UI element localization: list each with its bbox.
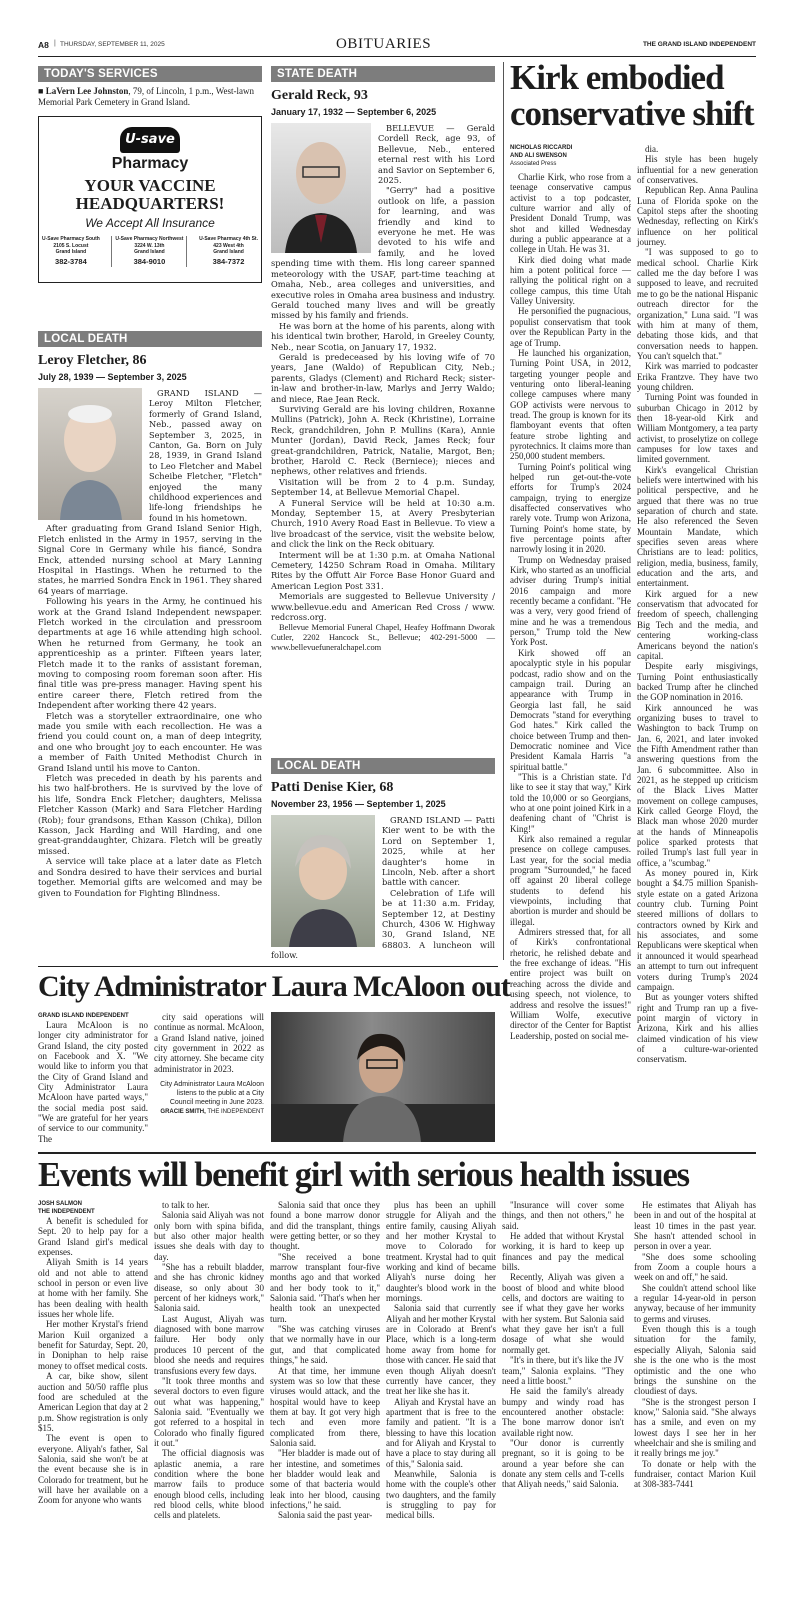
reck-paragraph: Surviving Gerald are his loving children, Roxanne Mullins (Patrick), John A. Reck (Khristine), Lorraine Reck, grandchildren, John P. Mullins (Kara), Annie Munter (Jordan), David Reck, James Reck; four great-grandchildren, Patrick, Natalie, Margot, Ben; brother, Harold C. Reck (Berniece); nieces and nephews, other relatives and friends.: [271, 403, 495, 477]
store-phone: 382-3784: [55, 256, 87, 266]
mcaloon-headline: City Administrator Laura McAloon out: [38, 970, 510, 1003]
reck-paragraph: BELLEVUE — Gerald Cordell Reck, age 93, of Bellevue, Neb., entered eternal rest with his Lord and Savior on September 6, 2025.: [378, 123, 495, 186]
kirk-column-1: Charlie Kirk, who rose from a teenage conservative campus activist to a top podcaster, culture warrior and ally of President Donald Trump, was shot and killed Wednesday during a public appearance at a college in Utah. He was 31. Kirk died doing what made him a potent political force — rallying the political right on a college campus, this time Utah Valley University. He personified the pugnacious, populist conservatism that took over the Republican Party in the age of Trump. He launched his organization, Turning Point USA, in 2012, targeting younger people and venturing onto liberal-leaning college campuses where many GOP activists were nervous to tread. The group is known for its flamboyant events that often feature strobe lighting and pyrotechnics. It claims more than 250,000 student members. Turning Point's political wing helped run get-out-the-vote efforts for Trump's 2024 campaign, trying to energize disaffected conservatives who rarely vote. Trump won Arizona, Turning Point's home state, by five percentage points after narrowly losing it in 2020. Trump on Wednesday praised Kirk, who started as an unofficial adviser during Trump's initial 2016 campaign and more recently became a confidant. "He was a very, very good friend of mine and he was a tremendous person," Trump told the New York Post. Kirk showed off an apocalyptic style in his popular podcast, radio show and on the campaign trail. During an appearance with Trump in Georgia last fall, he said Democrats "stand for everything God hates." Kirk called the choice between Trump and then-Democratic nominee and Vice President Kamala Harris "a spiritual battle." "This is a Christian state. I'd like to see it stay that way," Kirk told the 10,000 or so Georgians, who at one point joined Kirk in a deafening chant of "Christ is King!" Kirk also remained a regular presence on college campuses. Last year, for the social media program "Surrounded," he faced off against 20 liberal college students to defend his viewpoints, including that abortion is murder and should be illegal. Admirers stressed that, for all of Kirk's confrontational rhetoric, he relished debate and the free exchange of ideas. "His entire project was built on reaching across the divide and using speech, not violence, to address and resolve the issues!" William Wolfe, executive director of the Center for Baptist Leadership, posted on social me-: [510, 172, 631, 1041]
fletcher-paragraph: GRAND ISLAND — Leroy Milton Fletcher, formerly of Grand Island, Neb., passed away on September 3, 2025, in Canton, Ga. Born on July 28, 1939, in Grand Island to Leo Fletcher and Mabel Scheibe Fletcher, "Fletch" enjoyed the many childhood experiences and life-long friendships he found in his hometown.: [149, 388, 262, 523]
ad-headline-1: YOUR VACCINE: [84, 176, 216, 195]
kier-paragraph: GRAND ISLAND — Patti Kier went to be with the Lord on September 1, 2025, while at her daughter's home in Lincoln, Neb. after a short battle with cancer.: [382, 815, 495, 888]
pharmacy-ad[interactable]: [38, 116, 262, 283]
reck-portrait: [271, 123, 371, 253]
reck-paragraph: A Funeral Service will be held at 10:30 a.m. Monday, September 15, at Avery Presbyterian Church, 1910 Avery Road East in Bellevue. To view a live broadcast of the service, visit the website below, and click the link on the Reck obituary.: [271, 497, 495, 550]
reck-paragraph: Memorials are suggested to Bellevue University / www.bellevue.edu and American Red Cross / www. redcross.org.: [271, 591, 495, 623]
fletcher-paragraph: Fletch was a storyteller extraordinaire, one who made you smile with each recollection. He was a friend you could count on, a man of deep integrity, and one who brought joy to each encounter. He was a member of Faith United Methodist Church in Grand Island until his move to Canton.: [38, 710, 262, 773]
events-column-2: to talk to her. Salonia said Aliyah was not only born with spina bifida, but also other major health issues she deals with day to day. "She has a rebuilt bladder, and she has chronic kidney disease, so only about 30 percent of her kidneys work," Salonia said. Last August, Aliyah was diagnosed with bone marrow failure. Her body only produces 10 percent of the blood she needs and requires transfusions every few days. "It took three months and several doctors to even figure out what was happening," Salonia said. "Eventually we got referred to a hospital in Colorado who finally figured it out." The official diagnosis was aplastic anemia, a rare condition where the bone marrow fails to produce enough blood cells, including red blood cells, white blood cells and platelets.: [154, 1200, 264, 1521]
ad-headline-2: HEADQUARTERS!: [75, 194, 225, 213]
reck-paragraph: "Gerry" had a positive outlook on life, a passion for learning, and was friendly and kind to everyone he met. He was devoted to his wife and family, and he loved spending time with them. His long career spanned meteorology with the USAF, part-time teaching at Omaha, Neb., area colleges and universities, and executive roles in Omaha area business and industry. Gerald touched many lives and will be greatly missed by his family and friends.: [271, 185, 495, 321]
events-column-4: plus has been an uphill struggle for Aliyah and the entire family, causing Aliyah and her mother Krystal to move to Colorado for treatment. Krystal had to quit working and kind of became Aliyah's nurse doing her daughter's blood work in the mornings. Salonia said that currently Aliyah and her mother Krystal are in Colorado at Brent's Place, which is a long-term home away from home for those with cancer. He said that even though Aliyah doesn't currently have cancer, they treat her like she has it. Aliyah and Krystal have an apartment that is free to the family and patient. "It is a blessing to have this location and for Aliyah and Krystal to have a place to stay during all of this," Salonia said. Meanwhile, Salonia is home with the couple's other two daughters, and the family is struggling to pay for medical bills.: [386, 1200, 496, 1521]
fletcher-portrait: [38, 388, 142, 520]
kier-dates: November 23, 1956 — September 1, 2025: [271, 799, 446, 809]
events-byline: JOSH SALMON THE INDEPENDENT: [38, 1201, 95, 1215]
photo-credit-name: GRACIE SMITH,: [160, 1109, 206, 1116]
store-item: U-Save Pharmacy South 2105 S. Locust Grand Island 382-3784: [42, 236, 100, 266]
store-phone: 384-9010: [133, 256, 166, 266]
fletcher-paragraph: Following his years in the Army, he continued his work at the Grand Island Independent newspaper. Fletch worked in the circulation and pressroom departments at age 16 while attending high school. When he returned from Germany, he took an apprenticeship as a printer. Fifteen years later, Fletch made it to the ranks of assistant foreman, moving to composing room foreman soon after. His final title was pre-press manager. Having spent his entire career there, Fletch retired from the Independent after working there 42 years.: [38, 596, 262, 711]
reck-header: STATE DEATH: [271, 66, 495, 82]
reck-dates: January 17, 1932 — September 6, 2025: [271, 107, 437, 117]
kirk-column-2: dia. His style has been hugely influential for a new generation of conservatives. Republican Rep. Anna Paulina Luna of Florida spoke on the Capitol steps after the shooting Wednesday, reflecting on Kirk's influence on her political journey. "I was supposed to go to medical school. Charlie Kirk called me the day before I was supposed to leave, and recruited me to go be the national Hispanic outreach director for the organization," Luna said. "I was with him at many of them, debating those kids, and that conversation needs to happen. You can't squelch that." Kirk was married to podcaster Erika Frantzve. They have two young children. Turning Point was founded in suburban Chicago in 2012 by then 18-year-old Kirk and William Montgomery, a tea party activist, to proselytize on college campuses for low taxes and limited government. Kirk's evangelical Christian beliefs were intertwined with his political perspective, and he argued that there was no true separation of church and state. He also referenced the Seven Mountain Mandate, which specifies seven areas where Christians are to lead: politics, religion, media, business, family, education and the arts, and entertainment. Kirk argued for a new conservatism that advocated for freedom of speech, challenging Big Tech and the media, and centering working-class Americans beyond the nation's capital. Despite early misgivings, Turning Point enthusiastically backed Trump after he clinched the GOP nomination in 2016. Kirk announced he was organizing buses to travel to Washington to back Trump on Jan. 6, 2021, and later invoked the Fifth Amendment rather than answering questions from the Jan. 6 subcommittee. Also in 2021, as he stepped up criticism of the Black Lives Matter movement on college campuses, Kirk called George Floyd, the Black man whose 2020 murder at the hands of Minneapolis police sparked protests that roiled Trump's last full year in office, a "scumbag." As money poured in, Kirk bought a $4.75 million Spanish-style estate on a gated Arizona country club. Turning Point steered millions of dollars to contractors owned by Kirk and his associates, and some Republicans were skeptical when it announced it would spearhead an attempt to turn out infrequent voters during Trump's 2024 campaign. But as younger voters shifted right and Trump ran up a five-point margin of victory in Arizona, Kirk and his allies claimed vindication of his view of a culture-war-oriented conservatism.: [637, 144, 758, 1065]
reck-funeral-home: Bellevue Memorial Funeral Chapel, Heafey Hoffmann Dworak Cutler, 2202 Hancock St., Bellevue; 402-291-5000 — www.bellevuefuneralchapel.com: [271, 622, 495, 653]
kirk-byline: NICHOLAS RICCARDI AND ALI SWENSON Associated Press: [510, 145, 573, 167]
obituary-fletcher: [38, 331, 262, 898]
fletcher-header: LOCAL DEATH: [38, 331, 262, 347]
ad-tagline: We Accept All Insurance: [85, 216, 215, 230]
reck-paragraph: Gerald is predeceased by his loving wife of 70 years, Jane (Waldo) of Republican City, Neb.; parents, Gladys (Clement) and Richard Reck; sister-in-law and brother-in-law, Marlys and Jerry Waldo; and niece, Rae Jean Reck.: [271, 351, 495, 404]
photo-credit-org: THE INDEPENDENT: [205, 1109, 264, 1116]
kier-portrait: [271, 815, 375, 947]
kier-header: LOCAL DEATH: [271, 758, 495, 774]
page-number: A8: [38, 40, 49, 50]
store-list: [42, 236, 258, 267]
reck-paragraph: He was born at the home of his parents, along with his identical twin brother, Harold, in Greeley County, Neb., near Scotia, on January 17, 1932.: [271, 320, 495, 352]
events-column-3: Salonia said that once they found a bone marrow donor and did the transplant, things were getting better, or so they thought. "She received a bone marrow transplant four-five months ago and that worked and her body took to it," Salonia said. "That's when her health took an unexpected turn. "She was catching viruses that we normally have in our gut, and that complicated things," he said. At that time, her immune system was so low that these viruses would attack, and the hospital would have to keep them at bay. It got very high tech and even more complicated from there, Salonia said. "Her bladder is made out of her intestine, and sometimes her bladder would leak and some of that bacteria would leak into her blood, causing infections," he said. Salonia said the past year-: [270, 1200, 380, 1521]
fletcher-dates: July 28, 1939 — September 3, 2025: [38, 372, 187, 382]
fletcher-paragraph: Fletch was preceded in death by his parents and his two half-brothers. He is survived by the love of his life, Sondra Enck Fletcher; daughters, Melissa Fletcher Kasson (Mark) and Sara Fletcher Harding (Rob); four grandsons, Ethan Kasson (Chika), Dillon Kasson, Jack Harding and Will Harding, and one great-granddaughter, Chizara. Fletch will be greatly missed.: [38, 773, 262, 856]
mcaloon-photo: [271, 1012, 495, 1142]
mcaloon-column-1: Laura McAloon is no longer city administrator for Grand Island, the city posted on Facebook and X. "We would like to inform you that the City of Grand Island and City Administrator Laura McAloon have parted ways," the social media post said. "We are grateful for her years of service to our community." The: [38, 1020, 148, 1144]
store-item: U-Save Pharmacy Northwest 3224 W. 13th Grand Island 384-9010: [111, 236, 187, 267]
masthead-date: THURSDAY, SEPTEMBER 11, 2025: [60, 41, 165, 48]
bullet-square-icon: ■: [38, 86, 44, 96]
todays-services-header: TODAY'S SERVICES: [38, 66, 262, 82]
fletcher-paragraph: After graduating from Grand Island Senior High, Fletch enlisted in the Army in 1957, serving in the Signal Core in Germany while his fiancé, Sondra Enck, attended nursing school at Mary Lanning Hospital in Hastings. When he returned to the states, he married Sondra Enck in 1961. They shared 64 years of marriage.: [38, 523, 262, 596]
section-title: OBITUARIES: [336, 36, 432, 52]
obituary-kier: [271, 758, 495, 961]
reck-paragraph: Visitation will be from 2 to 4 p.m. Sunday, September 14, at Bellevue Memorial Chapel.: [271, 476, 495, 498]
fletcher-name: Leroy Fletcher, 86: [38, 353, 147, 368]
reck-paragraph: Interment will be at 1:30 p.m. at Omaha National Cemetery, 14250 Schram Road in Omaha. Military Rites by the Offutt Air Force Base Honor Guard and American Legion Post 331.: [271, 549, 495, 591]
paper-name: THE GRAND ISLAND INDEPENDENT: [642, 41, 756, 48]
masthead: A8 | THURSDAY, SEPTEMBER 11, 2025 OBITUARIES THE GRAND ISLAND INDEPENDENT: [38, 36, 756, 52]
events-column-1: A benefit is scheduled for Sept. 20 to help pay for a Grand Island girl's medical expenses. Aliyah Smith is 14 years old and not able to attend school in person or even live at home with her family. She has been dealing with health issues her whole life. Her mother Krystal's friend Marion Kuil organized a benefit for Saturday, Sept. 20, in Doniphan to help raise money to offset medical costs. A car, bike show, silent auction and 50/50 raffle plus food are scheduled at the American Legion that day at 2 p.m. Show registration is only $15. The event is open to everyone. Aliyah's father, Sal Salonia, said she won't be at the event because she is in Colorado for treatment, but he will have her available on a Zoom for anyone who wants: [38, 1216, 148, 1506]
kier-name: Patti Denise Kier, 68: [271, 780, 394, 795]
mcaloon-byline: GRAND ISLAND INDEPENDENT: [38, 1013, 129, 1019]
service-text: , 79, of Lincoln, 1 p.m., West-lawn Memorial Park Cemetery in Grand Island.: [38, 86, 254, 107]
service-name: LaVern Lee Johnston: [45, 86, 129, 96]
usave-logo: U-save: [120, 127, 180, 153]
store-item: U-Save Pharmacy 4th St. 423 West 4th Grand Island 384-7372: [199, 236, 258, 266]
mcaloon-column-2: city said operations will continue as normal. McAloon, a Grand Island native, joined city government in 2022 as city attorney. She became city administrator in 2023. City Administrator Laura McAloon listens to the public at a City Council meeting in June 2023. GRACIE SMITH, THE INDEPENDENT: [154, 1012, 264, 1116]
pharmacy-label: Pharmacy: [111, 155, 189, 172]
reck-name: Gerald Reck, 93: [271, 88, 368, 103]
fletcher-paragraph: A service will take place at a later date as Fletch and Sondra desired to have their services and burial together. Memorial gifts are welcomed and may be given to Foundation for Fighting Blindness.: [38, 856, 262, 898]
kier-paragraph: Celebration of Life will be at 11:30 a.m. Friday, September 12, at Destiny Church, 4306 W. Highway 30, Grand Island, NE 68803. A luncheon will follow.: [271, 887, 495, 961]
events-column-6: He estimates that Aliyah has been in and out of the hospital at least 10 times in the past year. She hasn't attended school in person in over a year. "She does some schooling from Zoom a couple hours a week on and off," he said. She couldn't attend school like a regular 14-year-old in person anyway, because of her immunity to germs and viruses. Even though this is a tough situation for the family, especially Aliyah, Salonia said she is the one who is the most optimistic and the one who brings the sunshine on the cloudiest of days. "She is the strongest person I know," Salonia said. "She always has a smile, and even on my lowest days I see her in her wheelchair and she is smiling and it really brings me joy." To donate or help with the fundraiser, contact Marion Kuil at 308-383-7441: [634, 1200, 756, 1490]
kirk-headline: Kirk embodied conservative shift: [510, 58, 754, 133]
events-headline: Events will benefit girl with serious health issues: [38, 1156, 689, 1194]
todays-services: [38, 66, 262, 108]
photo-caption: City Administrator Laura McAloon listens to the public at a City Council meeting in June 2023.: [160, 1081, 264, 1107]
store-phone: 384-7372: [212, 256, 245, 266]
obituary-reck: [271, 66, 495, 654]
events-column-5: "Insurance will cover some things, and then not others," he said. He added that without Krystal working, it is hard to keep up finances and pay the medical bills. Recently, Aliyah was given a boost of blood and white blood cells, and doctors are waiting to see if what they gave her works with her system. But Salonia said what they gave her isn't a full dosage of what she would normally get. "It's in there, but it's like the JV team," Salonia explains. "They need a little boost." He said the family's already bumpy and windy road has encountered another obstacle: The bone marrow donor isn't available right now. "Our donor is currently pregnant, so it is going to be around a year before she can donate any stem cells and T-cells that Aliyah needs," said Salonia.: [502, 1200, 624, 1490]
